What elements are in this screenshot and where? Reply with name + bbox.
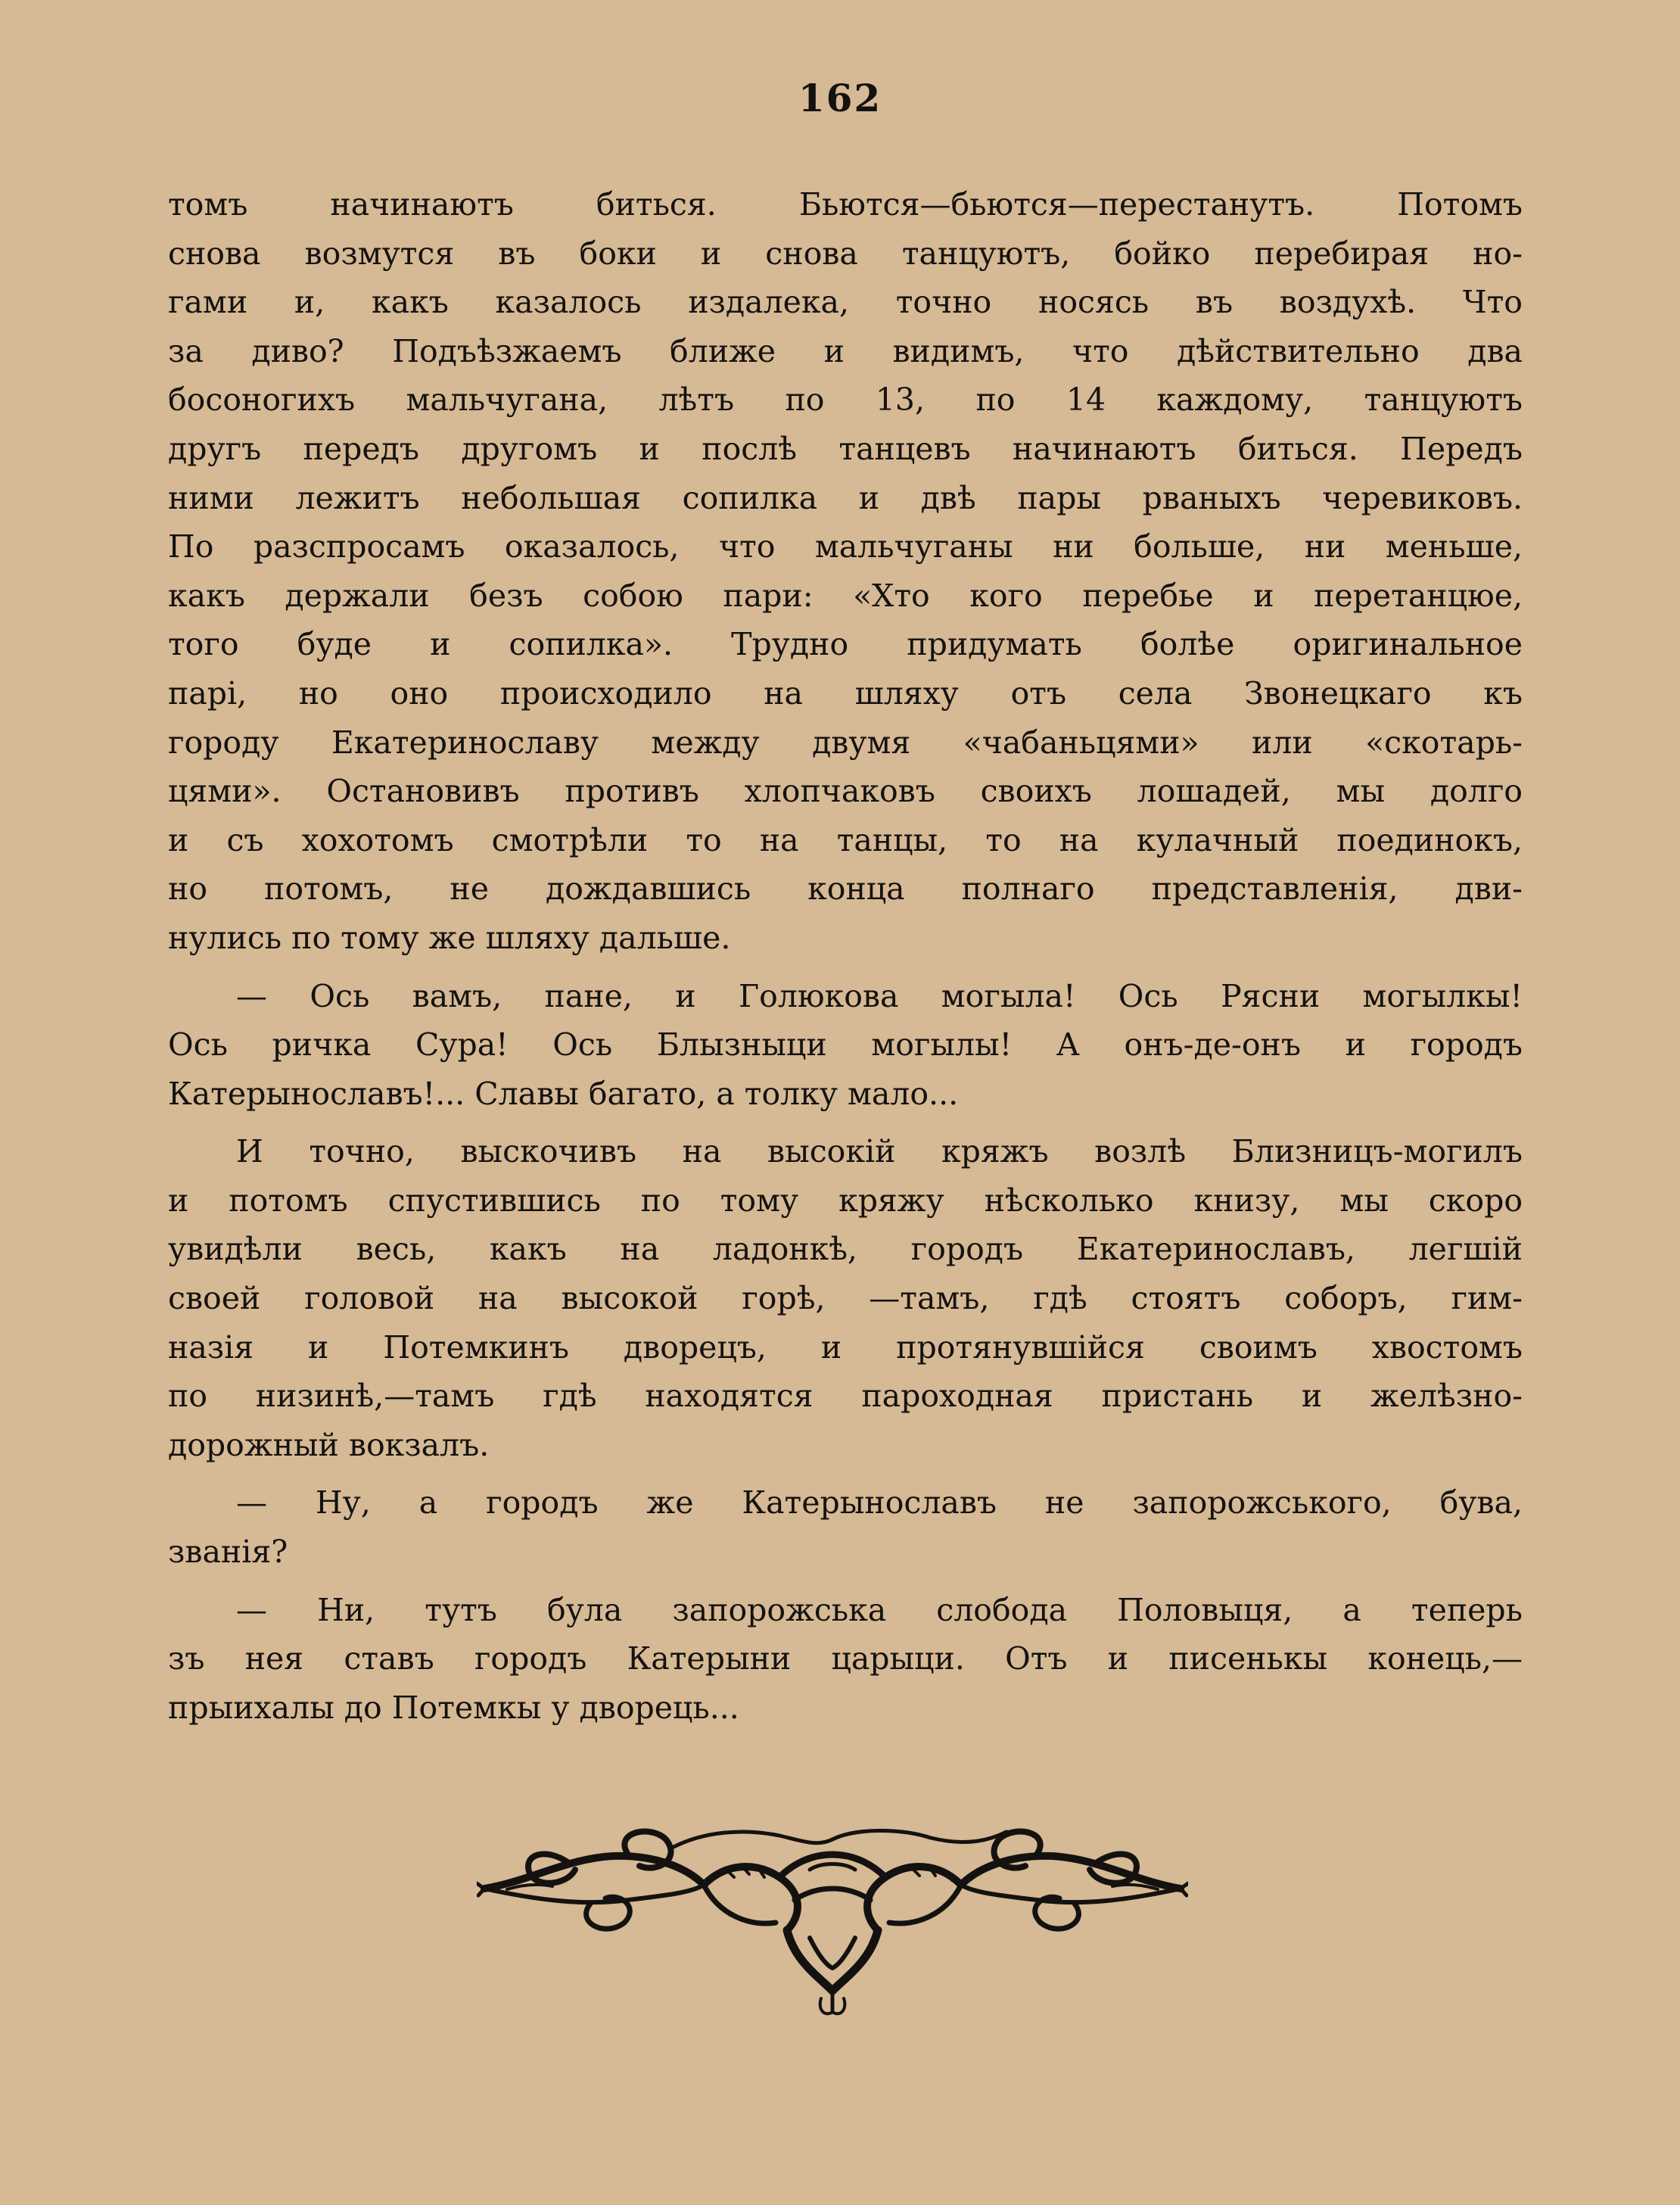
page-number: 162 <box>798 76 882 120</box>
text-line: прыихалы до Потемкы у дворець... <box>168 1689 739 1726</box>
text-line: по низинѣ,—тамъ гдѣ находятся пароходная пристань и желѣзно- <box>168 1378 1523 1415</box>
text-line: другъ передъ другомъ и послѣ танцевъ начинаютъ биться. Передъ <box>168 430 1523 467</box>
text-line: увидѣли весь, какъ на ладонкѣ, городъ Екатеринославъ, легшій <box>168 1231 1523 1268</box>
paragraph <box>168 180 1523 963</box>
text-line: дорожный вокзалъ. <box>168 1426 490 1463</box>
text-line: Катерынославъ!... Славы багато, а толку мало... <box>168 1075 959 1112</box>
text-line: — Ни, тутъ була запорожська слобода Половыця, а теперь <box>236 1591 1523 1628</box>
text-line: Ось ричка Сура! Ось Блызныци могылы! А онъ-де-онъ и городъ <box>168 1026 1523 1064</box>
paragraph <box>168 1478 1523 1576</box>
text-line: парі, но оно происходило на шляху отъ села Звонецкаго къ <box>168 674 1523 712</box>
text-line: городу Екатеринославу между двумя «чабаньцями» или «скотарь- <box>168 724 1523 761</box>
text-line: снова возмутся въ боки и снова танцуютъ, бойко перебирая но- <box>168 235 1523 272</box>
paragraph <box>168 972 1523 1119</box>
text-line: И точно, выскочивъ на высокій кряжъ возлѣ Близницъ-могилъ <box>236 1133 1523 1170</box>
paragraph <box>168 1586 1523 1733</box>
text-line: — Ось вамъ, пане, и Голюкова могыла! Ось Рясни могылкы! <box>236 977 1523 1014</box>
text-line: того буде и сопилка». Трудно придумать болѣе оригинальное <box>168 626 1523 663</box>
text-line: По разспросамъ оказалось, что мальчуганы ни больше, ни меньше, <box>168 528 1523 565</box>
text-line: зъ нея ставъ городъ Катерыни царыци. Отъ и писенькы конець,— <box>168 1640 1523 1677</box>
text-line: своей головой на высокой горѣ, —тамъ, гдѣ стоятъ соборъ, гим- <box>168 1280 1523 1317</box>
text-line: но потомъ, не дождавшись конца полнаго представленія, дви- <box>168 870 1523 908</box>
text-line: званія? <box>168 1534 288 1571</box>
text-line: цями». Остановивъ противъ хлопчаковъ своихъ лошадей, мы долго <box>168 773 1523 810</box>
scroll-ornament-icon <box>477 1817 1188 2021</box>
paragraph <box>168 1127 1523 1469</box>
text-line: и съ хохотомъ смотрѣли то на танцы, то на кулачный поединокъ, <box>168 821 1523 858</box>
text-line: какъ держали безъ собою пари: «Хто кого перебье и перетанцюе, <box>168 577 1523 614</box>
text-line: и потомъ спустившись по тому кряжу нѣсколько книзу, мы скоро <box>168 1182 1523 1219</box>
text-line: за диво? Подъѣзжаемъ ближе и видимъ, что дѣйствительно два <box>168 332 1523 369</box>
text-line: назія и Потемкинъ дворецъ, и протянувшійся своимъ хвостомъ <box>168 1328 1523 1366</box>
text-line: босоногихъ мальчугана, лѣтъ по 13, по 14 каждому, танцуютъ <box>168 382 1523 419</box>
text-line: томъ начинаютъ биться. Бьются—бьются—перестанутъ. Потомъ <box>168 186 1523 223</box>
text-line: гами и, какъ казалось издалека, точно носясь въ воздухѣ. Что <box>168 284 1523 321</box>
text-line: — Ну, а городъ же Катерынославъ не запорожського, бува, <box>236 1484 1523 1521</box>
text-line: нулись по тому же шляху дальше. <box>168 919 731 956</box>
body-text <box>168 180 1523 1741</box>
text-line: ними лежитъ небольшая сопилка и двѣ пары рваныхъ черевиковъ. <box>168 479 1523 516</box>
